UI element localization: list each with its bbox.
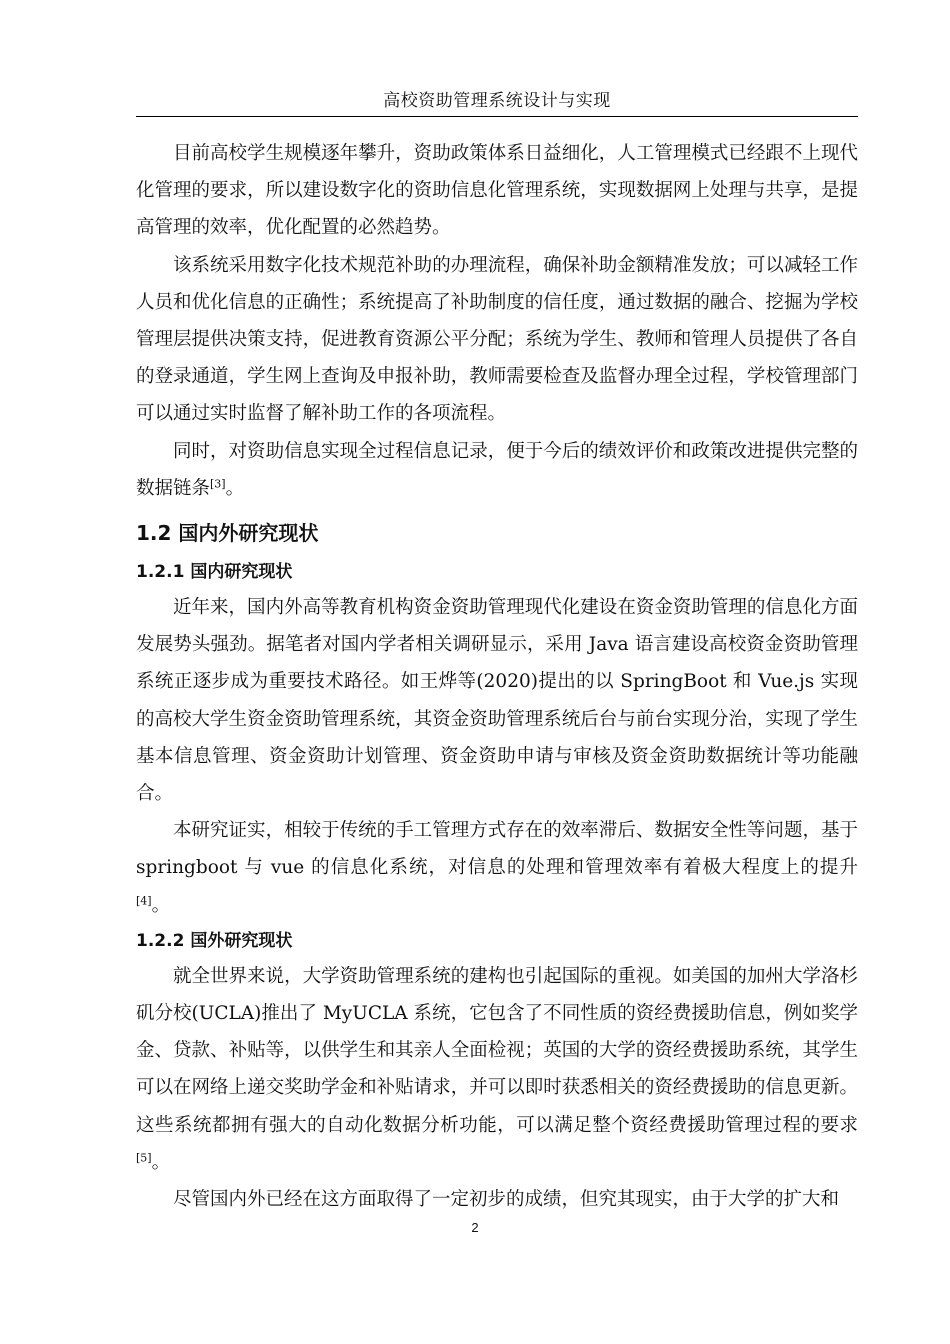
paragraph-foreign-research [136,958,858,1181]
paragraph-end: 。 [151,1151,171,1173]
section-heading-1-2-2: 1.2.2 国外研究现状 [136,930,293,951]
running-header: 高校资助管理系统设计与实现 [383,91,611,111]
paragraph-motivation: 目前高校学生规模逐年攀升，资助政策体系日益细化，人工管理模式已经跟不上现代化管理的要求，所以建设数字化的资助信息化管理系统，实现数据网上处理与共享，是提高管理的效率，优化配置的必然趋势。 [136,143,858,239]
page-body [136,135,858,1218]
paragraph-domestic-conclusion [136,812,858,924]
citation-ref: [5] [136,1151,152,1165]
paragraph-system-benefits: 该系统采用数字化技术规范补助的办理流程，确保补助金额精准发放；可以减轻工作人员和优化信息的正确性；系统提高了补助制度的信任度，通过数据的融合、挖掘为学校管理层提供决策支持，促进教育资源公平分配；系统为学生、教师和管理人员提供了各自的登录通道，学生网上查询及申报补助，教师需要检查及监督办理全过程，学校管理部门可以通过实时监督了解补助工作的各项流程。 [136,254,858,425]
paragraph-data-chain [136,433,858,507]
paragraph-domestic-research: 近年来，国内外高等教育机构资金资助管理现代化建设在资金资助管理的信息化方面发展势头强劲。据笔者对国内学者相关调研显示，采用 Java 语言建设高校资金资助管理系统正逐步成为重要技术路径。如王烨等(2020)提出的以 SpringBoot 和 Vue.js 实现的高校大学生资金资助管理系统，其资金资助管理系统后台与前台实现分治，实现了学生基本信息管理、资金资助计划管理、资金资助申请与审核及资金资助数据统计等功能融合。 [136,597,858,805]
citation-ref: [4] [136,894,152,908]
paragraph-continuation: 尽管国内外已经在这方面取得了一定初步的成绩，但究其现实，由于大学的扩大和 [173,1189,840,1211]
citation-ref: [3] [210,477,226,491]
paragraph-text: 就全世界来说，大学资助管理系统的建构也引起国际的重视。如美国的加州大学洛杉矶分校(UCLA)推出了 MyUCLA 系统，它包含了不同性质的资经费援助信息，例如奖学金、贷款、补贴等，以供学生和其亲人全面检视；英国的大学的资经费援助系统，其学生可以在网络上递交奖助学金和补贴请求，并可以即时获悉相关的资经费援助的信息更新。这些系统都拥有强大的自动化数据分析功能，可以满足整个资经费援助管理过程的要求 [136,965,858,1136]
header-rule [136,116,858,117]
paragraph-text: 本研究证实，相较于传统的手工管理方式存在的效率滞后、数据安全性等问题，基于 springboot 与 vue 的信息化系统，对信息的处理和管理效率有着极大程度上的提升 [136,820,858,879]
paragraph-end: 。 [151,894,171,916]
section-heading-1-2-1: 1.2.1 国内研究现状 [136,562,293,583]
paragraph-text: 同时，对资助信息实现全过程信息记录，便于今后的绩效评价和政策改进提供完整的数据链条 [136,440,858,499]
section-heading-1-2: 1.2 国内外研究现状 [136,521,319,546]
page-number: 2 [471,1220,479,1235]
paragraph-end: 。 [225,477,245,499]
